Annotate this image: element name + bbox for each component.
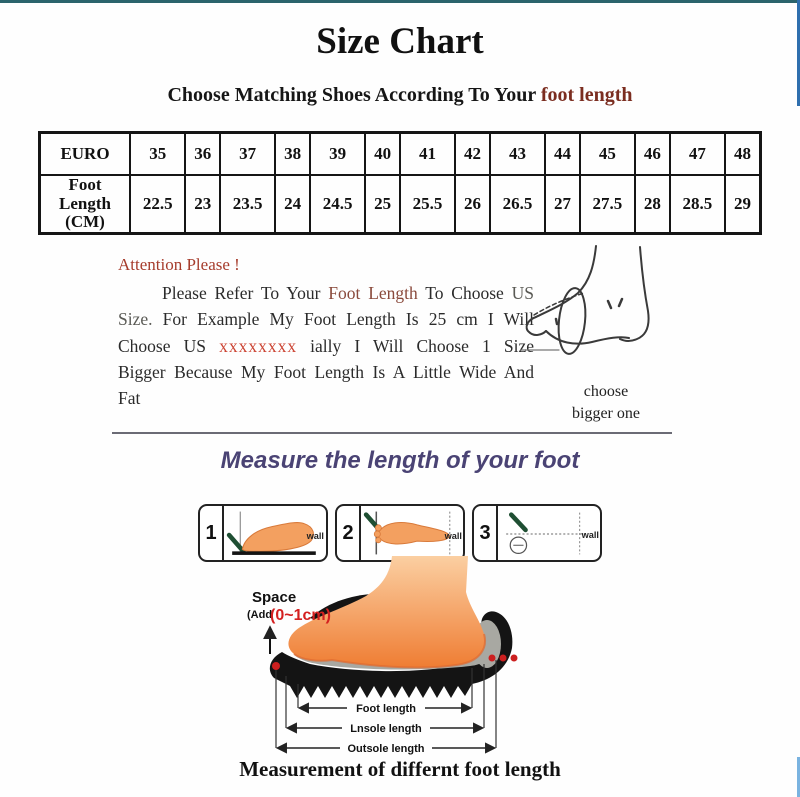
foot-length-cell: 22.5 xyxy=(130,175,185,234)
euro-size-cell: 37 xyxy=(220,133,275,176)
foot-side-view xyxy=(242,523,313,552)
foot-length-cell: 25.5 xyxy=(400,175,455,234)
step-3-art xyxy=(498,506,600,560)
subtitle xyxy=(0,84,800,107)
toe xyxy=(376,537,381,542)
wall-label: wall xyxy=(306,531,324,542)
foot-length-cell: 28 xyxy=(635,175,670,234)
foot-length-cell: 24.5 xyxy=(310,175,365,234)
attention-redacted-text: xxxxxxxx xyxy=(219,335,298,356)
foot-length-cell: 23.5 xyxy=(220,175,275,234)
euro-size-cell: 46 xyxy=(635,133,670,176)
step-number: 3 xyxy=(474,506,498,560)
step-1-art xyxy=(224,506,326,560)
foot-length-header-line: (CM) xyxy=(65,212,105,232)
step-2-art xyxy=(361,506,463,560)
attention-foot-length: Foot Length xyxy=(328,283,418,303)
table-row-euro xyxy=(40,133,761,176)
step-1-illustration xyxy=(224,506,326,560)
heel-marker-dot xyxy=(500,655,507,662)
euro-size-cell: 47 xyxy=(670,133,725,176)
wall-label: wall xyxy=(581,530,599,541)
foot-length-label: Foot length xyxy=(356,703,416,715)
attention-paragraph xyxy=(118,280,534,411)
foot-length-cell: 29 xyxy=(725,175,760,234)
foot-length-header-line: Length xyxy=(59,193,111,213)
attention-text: ially I Will Choose 1 Size Bigger Because My Foot Length Is A Little Wide And Fat xyxy=(118,335,534,408)
section-divider xyxy=(112,432,672,434)
pencil-icon xyxy=(511,515,525,530)
heel-marker-dot xyxy=(489,655,496,662)
foot-length-cell: 28.5 xyxy=(670,175,725,234)
space-label: Space xyxy=(252,589,297,606)
euro-size-cell: 38 xyxy=(275,133,310,176)
shoe-measurement-diagram xyxy=(240,556,590,756)
toe xyxy=(375,525,381,531)
size-table xyxy=(38,131,762,235)
foot-length-cell: 26 xyxy=(455,175,490,234)
attention-us-size: US Size. xyxy=(118,283,534,330)
sketch-caption xyxy=(540,381,672,424)
attention-text: To Choose xyxy=(417,283,512,303)
shoe-illustration xyxy=(270,556,518,698)
outsole-length-label: Outsole length xyxy=(347,743,425,755)
foot-length-cell: 27 xyxy=(545,175,580,234)
subtitle-text: Choose Matching Shoes According To Your xyxy=(167,84,541,106)
euro-header-cell: EURO xyxy=(40,133,131,176)
pencil-icon xyxy=(229,535,243,551)
page-title: Size Chart xyxy=(316,21,484,62)
euro-size-cell: 41 xyxy=(400,133,455,176)
heel-marker-dot xyxy=(511,655,518,662)
euro-size-cell: 42 xyxy=(455,133,490,176)
toe xyxy=(374,531,380,537)
euro-size-cell: 40 xyxy=(365,133,400,176)
table-row-foot-length xyxy=(40,175,761,234)
space-add-label: (Add xyxy=(247,609,273,621)
floor-board xyxy=(232,551,316,555)
foot-length-cell: 24 xyxy=(275,175,310,234)
step-number: 1 xyxy=(200,506,224,560)
subtitle-highlight: foot length xyxy=(540,84,633,106)
attention-section xyxy=(118,255,534,411)
euro-size-cell: 45 xyxy=(580,133,635,176)
step-panel-3 xyxy=(472,504,602,562)
attention-heading: Attention Please ! xyxy=(118,255,240,274)
top-edge-line xyxy=(0,0,800,3)
euro-size-cell: 44 xyxy=(545,133,580,176)
step-number: 2 xyxy=(337,506,361,560)
euro-size-cell: 36 xyxy=(185,133,220,176)
step-3-illustration xyxy=(498,506,600,560)
sketch-caption-line: bigger one xyxy=(572,404,640,422)
measurement-lines xyxy=(278,701,494,755)
euro-size-cell: 48 xyxy=(725,133,760,176)
foot-length-cell: 23 xyxy=(185,175,220,234)
bottom-caption: Measurement of differnt foot length xyxy=(239,757,561,781)
measure-steps xyxy=(198,504,602,562)
attention-text: For Example My Foot Length Is 25 cm I Will Choose US xyxy=(118,309,534,356)
foot-length-cell: 27.5 xyxy=(580,175,635,234)
foot-sketch-illustration xyxy=(520,243,692,371)
space-range-label: (0~1cm) xyxy=(270,607,331,624)
foot-length-cell: 26.5 xyxy=(490,175,545,234)
step-2-illustration xyxy=(361,506,463,560)
foot-length-header-line: Foot xyxy=(68,175,102,194)
foot-length-cell: 25 xyxy=(365,175,400,234)
sketch-caption-line: choose xyxy=(583,383,629,400)
foot-top-view xyxy=(377,523,450,544)
wall-label: wall xyxy=(444,531,462,542)
foot-outline xyxy=(520,246,649,355)
foot-length-header-cell xyxy=(40,175,131,234)
measure-heading: Measure the length of your foot xyxy=(220,447,580,474)
insole-length-label: Lnsole length xyxy=(350,723,422,735)
step-panel-1 xyxy=(198,504,328,562)
attention-text: Please Refer To Your xyxy=(162,283,329,303)
toe-marker-dot xyxy=(272,662,280,670)
euro-size-cell: 35 xyxy=(130,133,185,176)
step-panel-2 xyxy=(335,504,465,562)
euro-size-cell: 43 xyxy=(490,133,545,176)
euro-size-cell: 39 xyxy=(310,133,365,176)
